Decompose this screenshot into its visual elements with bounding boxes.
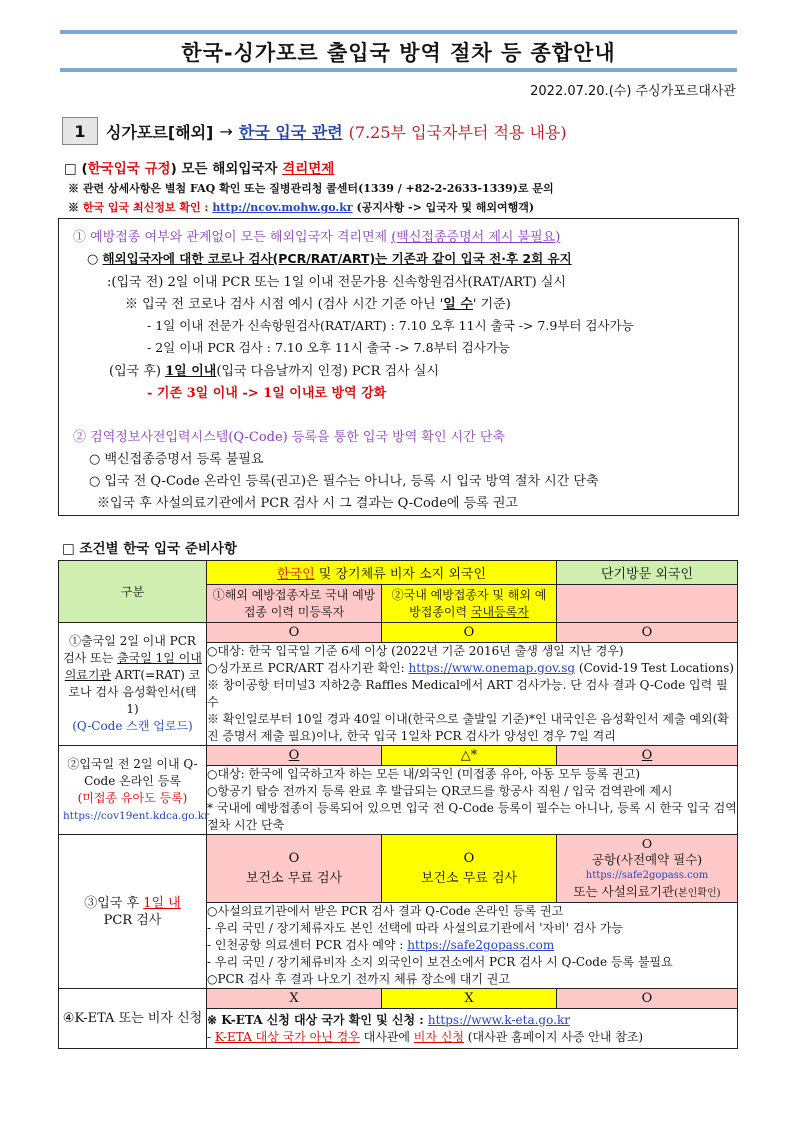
arrow-icon: → — [219, 121, 233, 141]
row-4-value-1: X — [207, 989, 382, 1009]
row-3-notes: ○사설의료기관에서 받은 PCR 검사 결과 Q-Code 온라인 등록 권고 - 우리 국민 / 장기체류자도 본인 선택에 따라 사설의료기관에서 '자비' 검사 가능 - 인천공항 의료센터 PCR 검사 예약 : https://safe2gopass.com - 우리 국민 / 장기체류비자 소지 외국인이 보건소에서 PCR 검사 시 Q-Code 등록 불필요 ○PCR 검사 후 결과 나오기 전까지 체류 장소에 대기 권고 — [207, 903, 738, 989]
header-korean: 한국인 및 장기체류 비자 소지 외국인 — [207, 561, 557, 585]
row-3-label: ③입국 후 1일 내 PCR 검사 — [59, 835, 207, 989]
onemap-link[interactable]: https://www.onemap.gov.sg — [408, 661, 576, 675]
section-number: 1 — [62, 117, 98, 145]
requirements-table — [58, 560, 738, 1049]
title-rule — [60, 68, 737, 72]
row-1-value-2: O — [382, 623, 557, 643]
vaccine-cert-line: ○ 백신접종증명서 등록 불필요 — [89, 452, 264, 467]
row-2-value-2: △* — [382, 746, 557, 766]
faq-reference: ※ 관련 상세사항은 별첨 FAQ 확인 또는 질병관리청 콜센터(1339 / +82-2-2633-1339)로 문의 — [68, 182, 554, 195]
row-2-value-1: O — [207, 746, 382, 766]
row-1-value-1: O — [207, 623, 382, 643]
row-3-value-1: O 보건소 무료 검사 — [207, 835, 382, 903]
row-1-notes: ○대상: 한국 입국일 기준 6세 이상 (2022년 기준 2016년 출생 생일 지난 경우) ○싱가포르 PCR/ART 검사기관 확인: https://www.onemap.gov.sg (Covid-19 Test Locations) ※ 창이공항 터미널3 지하2층 Raffles Medical에서 ART 검사가능. 단 검사 결과 Q-Code 입력 필수 ※ 확인일로부터 10일 경과 40일 이내(한국으로 출발일 기준)*인 내국인은 음성확인서 제출 예외(확진 증명서 제출 필요)이나, 한국 입국 1일차 PCR 검사가 양성인 경우 7일 격리 — [207, 643, 738, 746]
row-4-label: ④K-ETA 또는 비자 신청 — [59, 989, 207, 1049]
korea-rule-label: 한국입국 규정 — [87, 161, 171, 177]
post-entry-test-line: (입국 후) 1일 이내(입국 다음날까지 인정) PCR 검사 실시 — [109, 364, 439, 379]
intro-rule-line: □ (한국입국 규정) 모든 해외입국자 격리면제 — [64, 161, 335, 177]
section-1-heading — [62, 117, 567, 145]
test-timing-example: ※ 입국 전 코로나 검사 시점 예시 (검사 시간 기준 아닌 '일 수' 기준) — [125, 297, 511, 312]
section-1-to: 한국 입국 관련 — [238, 122, 343, 142]
k-eta-link[interactable]: https://www.k-eta.go.kr — [427, 1012, 570, 1027]
latest-info-line: ※ 한국 입국 최신정보 확인 : http://ncov.mohw.go.kr (공지사항 -> 입국자 및 해외여행객) — [68, 201, 535, 214]
test-rule-line: ○ 해외입국자에 대한 코로나 검사(PCR/RAT/ART)는 기존과 같이 입국 전·후 2회 유지 — [87, 251, 572, 267]
point-2-heading: ② 검역정보사전입력시스템(Q-Code) 등록을 통한 입국 방역 확인 시간 단축 — [73, 430, 506, 445]
ncov-link[interactable]: http://ncov.mohw.go.kr — [212, 201, 353, 214]
header-short-term: 단기방문 외국인 — [557, 561, 738, 585]
safe2gopass-link[interactable]: https://safe2gopass.com — [585, 869, 709, 881]
section-2-heading: □ 조건별 한국 입국 준비사항 — [62, 541, 238, 557]
qcode-register-note: ※입국 후 사설의료기관에서 PCR 검사 시 그 결과는 Q-Code에 등록 권고 — [97, 496, 518, 511]
incheon-pcr-link[interactable]: https://safe2gopass.com — [407, 938, 555, 952]
rat-example: - 1일 이내 전문가 신속항원검사(RAT/ART) : 7.10 오후 11시 출국 -> 7.9부터 검사가능 — [147, 318, 634, 333]
page-title: 한국-싱가포르 출입국 방역 절차 등 종합안내 — [181, 41, 616, 65]
qcode-link[interactable]: https://cov19ent.kdca.go.kr — [63, 809, 210, 822]
section-1-from: 싱가포르[해외] — [106, 122, 214, 142]
header-sub-2: ②국내 예방접종자 및 해외 예방접종이력 국내등록자 — [382, 585, 557, 623]
date-line: 2022.07.20.(수) 주싱가포르대사관 — [530, 84, 736, 99]
pcr-example: - 2일 이내 PCR 검사 : 7.10 오후 11시 출국 -> 7.8부터 검사가능 — [147, 340, 510, 355]
row-1-label: ①출국일 2일 이내 PCR 검사 또는 출국일 1일 이내 의료기관 ART(=RAT) 코로나 검사 음성확인서(택1) (Q-Code 스캔 업로드) — [59, 623, 207, 746]
top-rule — [60, 30, 737, 34]
checkbox-icon: □ — [64, 161, 77, 177]
row-4-notes: ※ K-ETA 신청 대상 국가 확인 및 신청 : https://www.k-eta.go.kr - K-ETA 대상 국가 아닌 경우 대사관에 비자 신청 (대사관 홈페이지 사증 안내 참조) — [207, 1009, 738, 1049]
row-3-value-2: O 보건소 무료 검사 — [382, 835, 557, 903]
row-1-value-3: O — [557, 623, 738, 643]
row-4-value-3: O — [557, 989, 738, 1009]
header-sub-1: ①해외 예방접종자로 국내 예방접종 이력 미등록자 — [207, 585, 382, 623]
pre-entry-test-line: :(입국 전) 2일 이내 PCR 또는 1일 이내 전문가용 신속항원검사(RAT/ART) 실시 — [107, 275, 566, 290]
policy-box — [58, 218, 739, 516]
header-sub-3 — [557, 585, 738, 623]
strengthened-note: - 기존 3일 이내 -> 1일 이내로 방역 강화 — [147, 386, 387, 401]
section-1-note: (7.25부 입국자부터 적용 내용) — [348, 122, 567, 142]
header-gubun: 구분 — [59, 561, 207, 623]
row-2-value-3: O — [557, 746, 738, 766]
point-1-heading: ① 예방접종 여부와 관계없이 모든 해외입국자 격리면제 (백신접종증명서 제시 불필요) — [73, 230, 561, 245]
row-2-notes: ○대상: 한국에 입국하고자 하는 모든 내/외국인 (미접종 유아, 아동 모두 등록 권고) ○항공기 탑승 전까지 등록 완료 후 발급되는 QR코드를 항공사 직원 / 입국 검역관에 제시 * 국내에 예방접종이 등록되어 있으면 입국 전 Q-Code 등록이 필수는 아니나, 등록 시 한국 입국 검역절차 시간 단축 — [207, 766, 738, 835]
quarantine-exempt: 격리면제 — [282, 161, 335, 177]
row-3-value-3: O 공항(사전예약 필수) https://safe2gopass.com 또는 사설의료기관(본인확인) — [557, 835, 738, 903]
row-4-value-2: X — [382, 989, 557, 1009]
qcode-recommend-line: ○ 입국 전 Q-Code 온라인 등록(권고)은 필수는 아니나, 등록 시 입국 방역 절차 시간 단축 — [89, 474, 599, 489]
row-2-label: ②입국일 전 2일 이내 Q-Code 온라인 등록 (미접종 유아도 등록) https://cov19ent.kdca.go.kr — [59, 746, 207, 835]
